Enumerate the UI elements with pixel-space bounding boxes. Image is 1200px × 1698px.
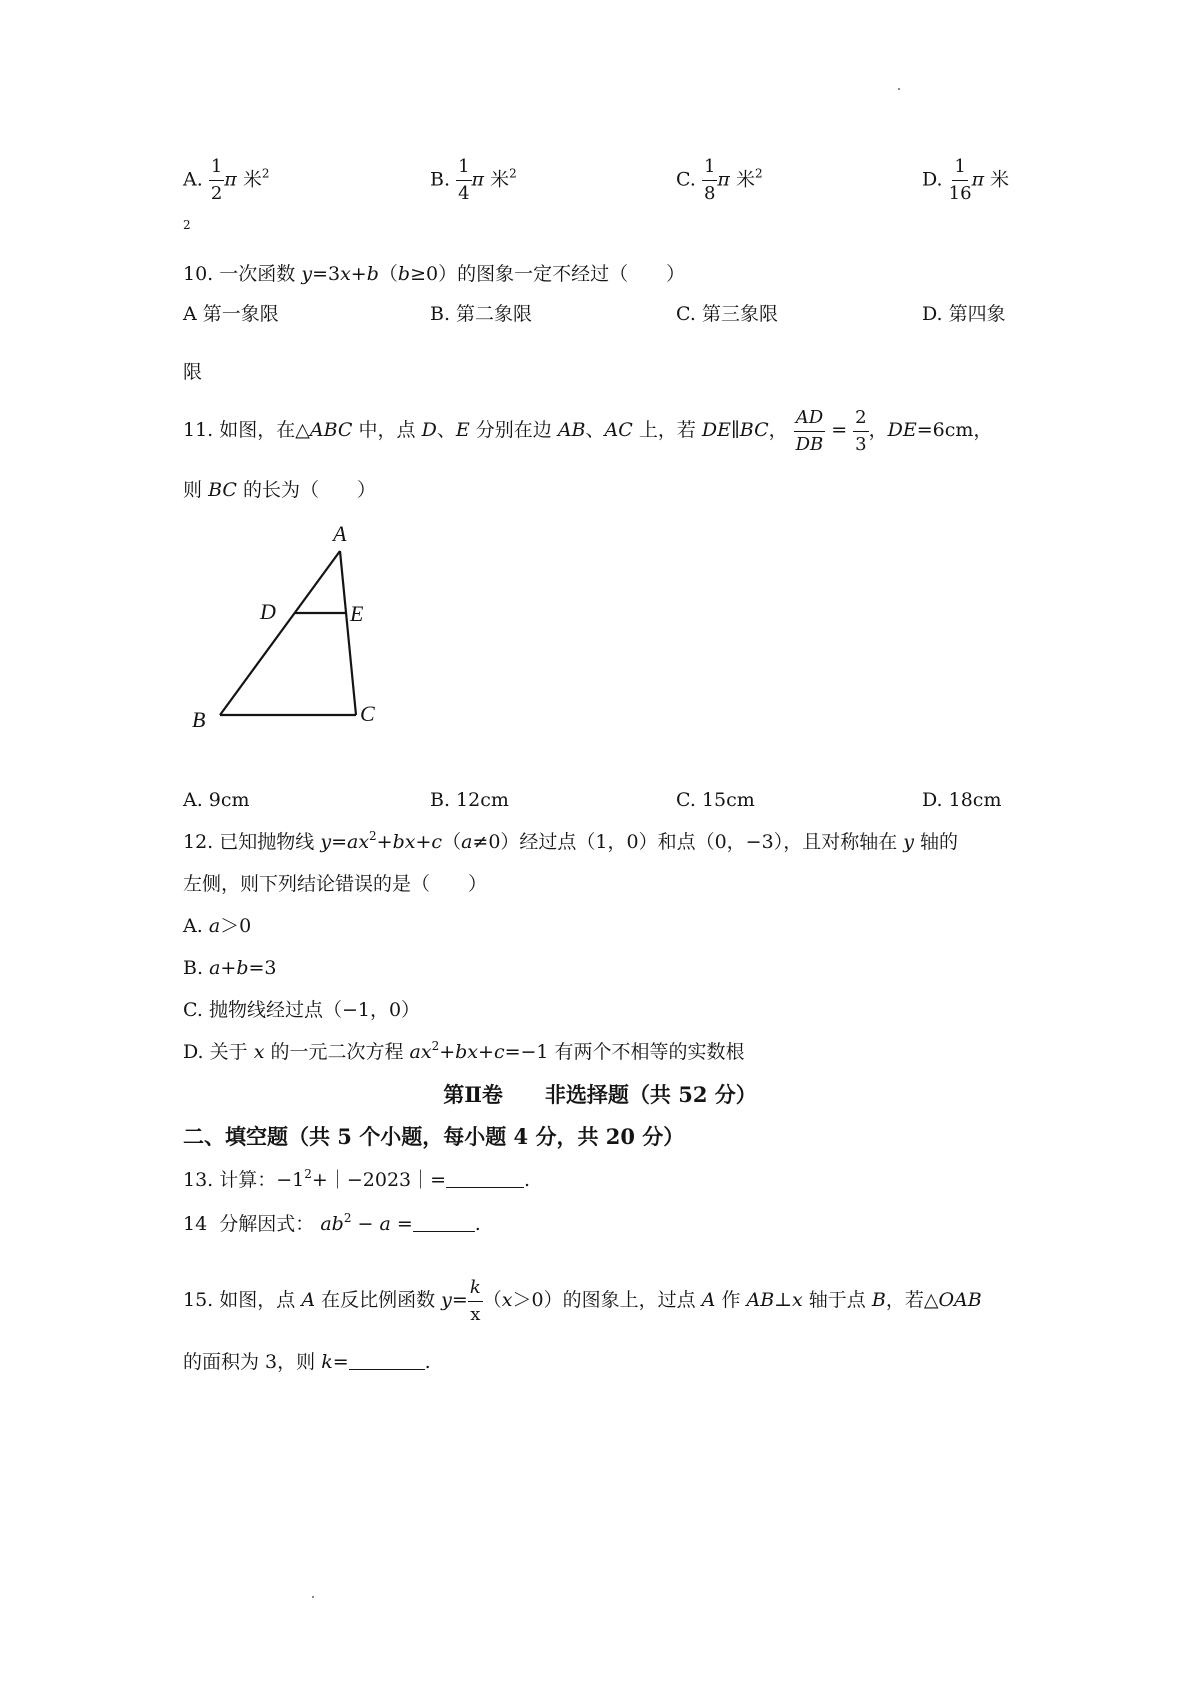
q15-line-2: 的面积为 3，则 k= . — [183, 1351, 431, 1373]
q9-option-c-fraction: $\frac{1}{8}$ — [703, 156, 716, 204]
q12-option-a: A. a＞0 — [183, 915, 252, 937]
vertex-label-c: C — [360, 701, 375, 726]
q10-option-b: B. 第二象限 — [430, 303, 533, 325]
question-11: 11. 如图，在△ABC 中，点 D、E 分别在边 AB、AC 上，若 DE∥BC， $\frac{AD}{DB}$ = $\frac{2}{3}$ ，DE=6cm， — [183, 406, 993, 455]
q11-option-d: D. 18cm — [922, 789, 1002, 811]
q10-option-c: C. 第三象限 — [676, 303, 778, 325]
q13-answer-blank[interactable] — [446, 1169, 524, 1188]
segment-ab — [220, 551, 340, 715]
q10-option-d: D. 第四象 — [922, 303, 1006, 325]
fill-in-section-title: 二、填空题（共 5 个小题，每小题 4 分，共 20 分） — [183, 1124, 685, 1149]
question-15: 15. 如图，点 A 在反比例函数 y= $\frac{k}{x}$ （x＞0）的图象上，过点 A 作 AB⊥x 轴于点 B，若△OAB — [183, 1276, 982, 1325]
q12-option-d: D. 关于 x 的一元二次方程 $ax^2+bx+c=-1$ 有两个不相等的实数根 — [183, 1039, 745, 1063]
q9-option-d: D. $\frac{1}{16}$ π 米 — [922, 156, 1010, 204]
q12-option-c: C. 抛物线经过点（−1，0） — [183, 999, 421, 1021]
vertex-label-e: E — [350, 601, 364, 626]
q11-option-a: A. 9cm — [183, 789, 250, 811]
vertex-label-d: D — [260, 599, 276, 624]
q11-option-c: C. 15cm — [676, 789, 755, 811]
q9-option-c: C. $\frac{1}{8}$ π 米$^2$ — [676, 156, 763, 204]
q14-answer-blank[interactable] — [413, 1213, 475, 1232]
q12-option-b: B. a+b=3 — [183, 957, 277, 979]
q9-option-a: A. $\frac{1}{2}$ π 米$^2$ — [183, 156, 270, 204]
vertex-label-a: A — [333, 521, 347, 546]
q11-value-fraction: $\frac{2}{3}$ — [855, 406, 867, 455]
q10-option-d-wrap: 限 — [183, 361, 203, 383]
q10-option-a: A 第一象限 — [183, 303, 279, 325]
q15-answer-blank[interactable] — [349, 1351, 425, 1370]
segment-ac — [340, 551, 356, 715]
q12-line-2: 左侧，则下列结论错误的是（ ） — [183, 873, 488, 895]
vertex-label-b: B — [192, 707, 206, 732]
question-12: 12. 已知抛物线 $y=ax^2+bx+c(a\ne 0)$经过点（1，0）和点（0，−3），且对称轴在 y 轴的 — [183, 829, 959, 853]
q11-line-2: 则 BC 的长为（ ） — [183, 479, 376, 501]
q11-ratio-fraction: $\frac{AD}{DB}$ — [795, 406, 824, 455]
q11-triangle-figure — [180, 515, 400, 735]
q11-option-b: B. 12cm — [430, 789, 509, 811]
q15-function-fraction: $\frac{k}{x}$ — [469, 1276, 481, 1325]
q9-option-d-fraction: $\frac{1}{16}$ — [948, 156, 972, 204]
q9-option-b-fraction: $\frac{1}{4}$ — [458, 156, 470, 204]
section-2-title: 第Ⅱ卷 非选择题（共 52 分） — [443, 1082, 757, 1107]
q9-option-d-wrapped-power: 2 — [183, 218, 191, 232]
question-14: 14 分解因式： $ab^2 - a$ = . — [183, 1211, 481, 1235]
q9-option-b: B. $\frac{1}{4}$ π 米$^2$ — [430, 156, 517, 204]
question-10: 10. 一次函数 y=3x+b（b≥0）的图象一定不经过（ ） — [183, 263, 686, 285]
q9-option-a-fraction: $\frac{1}{2}$ — [210, 156, 223, 204]
question-13: 13. 计算：$-1^2+|-2023|=$ . — [183, 1167, 531, 1191]
scan-speck — [898, 88, 900, 90]
scan-speck — [312, 1596, 314, 1598]
